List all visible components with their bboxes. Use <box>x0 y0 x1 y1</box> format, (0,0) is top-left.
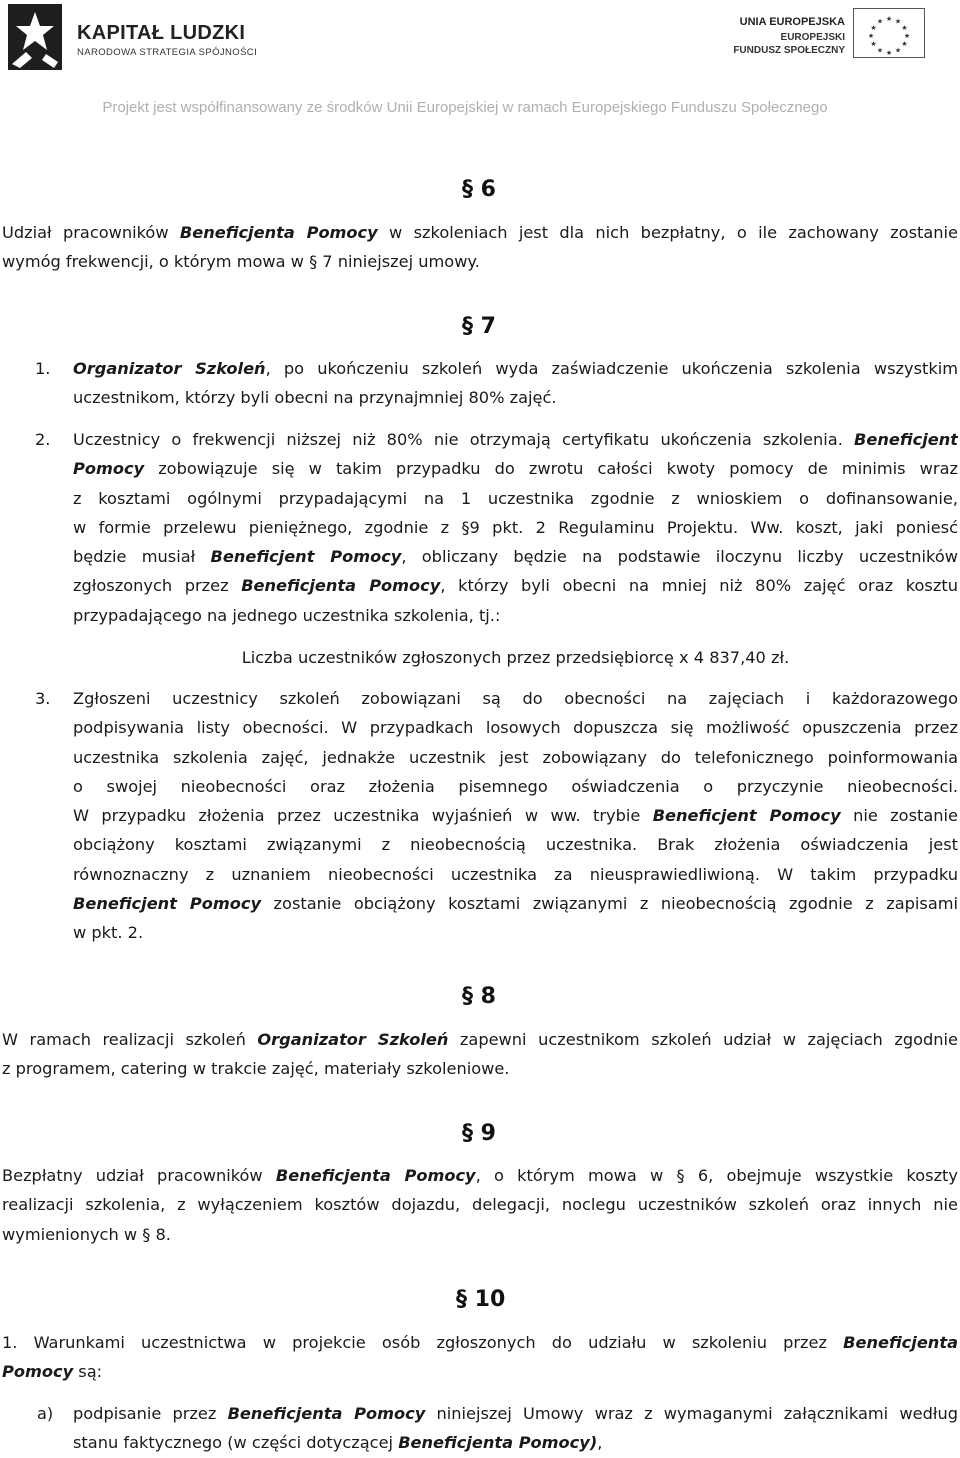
text-line: wymienionych w § 8. <box>2 1224 171 1244</box>
text-line: Bezpłatny udział pracowników Beneficjenta Pomocy, o którym mowa w § 6, obejmuje wszystkie koszty <box>2 1166 958 1185</box>
cofinancing-notice: Projekt jest współfinansowany ze środków Unii Europejskiej w ramach Europejskiego Funduszu Społecznego <box>102 99 828 116</box>
section-7-point-1 <box>73 354 958 413</box>
svg-text:★: ★ <box>870 40 877 48</box>
section-9-heading: § 9 <box>462 1121 496 1146</box>
svg-text:★: ★ <box>876 46 884 55</box>
kapital-ludzki-subtitle: NARODOWA STRATEGIA SPÓJNOŚCI <box>77 47 258 58</box>
text-line: W przypadku złożenia przez uczestnika wyjaśnień w ww. trybie Beneficjent Pomocy nie zostanie <box>73 806 958 826</box>
svg-text:★: ★ <box>876 17 884 26</box>
section-10-heading: § 10 <box>456 1287 506 1312</box>
svg-text:★: ★ <box>867 32 875 40</box>
text-line: obciążony kosztami związanymi z nieobecnością uczestnika. Brak złożenia oświadczenia jest <box>73 835 958 855</box>
section-9-text <box>2 1161 958 1249</box>
text-line: 1. Warunkami uczestnictwa w projekcie osób zgłoszonych do udziału w szkoleniu przez Beneficjenta <box>2 1333 958 1352</box>
text-line: przypadającego na jednego uczestnika szkolenia, tj.: <box>73 605 501 625</box>
text-line: Udział pracowników Beneficjenta Pomocy w szkoleniach jest dla nich bezpłatny, o ile zachowany zostanie <box>2 223 958 242</box>
text-line: z kosztami ogólnymi przypadającymi na 1 uczestnika zgodnie z wnioskiem o dofinansowanie, <box>73 488 958 508</box>
section-10-item-a <box>73 1399 958 1458</box>
svg-text:★: ★ <box>894 17 902 26</box>
text-line: równoznaczny z uznaniem nieobecności uczestnika za nieusprawiedliwioną. W takim przypadku <box>73 864 958 884</box>
text-line: Uczestnicy o frekwencji niższej niż 80% nie otrzymają certyfikatu ukończenia szkolenia. Beneficjent <box>73 430 958 449</box>
svg-text:★: ★ <box>885 15 893 23</box>
svg-text:★: ★ <box>901 40 908 48</box>
section-7-point-2 <box>73 425 958 630</box>
cost-formula: Liczba uczestników zgłoszonych przez przedsiębiorcę x 4 837,40 zł. <box>241 648 790 667</box>
text-line: uczestnika szkolenia zajęć, jednakże uczestnik jest zobowiązany do telefonicznego poinformowania <box>73 747 958 767</box>
text-line: o swojej nieobecności oraz złożenia pisemnego oświadczenia o przyczynie nieobecności. <box>73 776 958 796</box>
svg-text:★: ★ <box>894 46 902 55</box>
list-number: 2. <box>35 430 51 449</box>
text-line: podpisanie przez Beneficjenta Pomocy niniejszej Umowy wraz z wymaganymi załącznikami według <box>73 1404 958 1423</box>
kapital-ludzki-emblem-icon <box>6 2 70 74</box>
text-line: Beneficjent Pomocy zostanie obciążony kosztami związanymi z nieobecnością zgodnie z zapisami <box>73 894 958 914</box>
svg-text:★: ★ <box>885 49 893 57</box>
kapital-ludzki-title: KAPITAŁ LUDZKI <box>77 22 246 44</box>
text-line: z programem, catering w trakcie zajęć, materiały szkoleniowe. <box>2 1059 510 1079</box>
section-10-point-1 <box>2 1328 958 1387</box>
eu-flag-icon <box>853 8 925 58</box>
text-line: będzie musiał Beneficjent Pomocy, obliczany będzie na podstawie iloczynu liczby uczestników <box>73 547 958 567</box>
text-line: uczestnikom, którzy byli obecni na przynajmniej 80% zajęć. <box>73 388 557 408</box>
eu-logo-line1: UNIA EUROPEJSKA <box>739 16 845 28</box>
svg-text:★: ★ <box>870 24 877 32</box>
section-8-heading: § 8 <box>462 984 496 1009</box>
eu-logo-line3: FUNDUSZ SPOŁECZNY <box>733 45 845 56</box>
text-line: stanu faktycznego (w części dotyczącej Beneficjenta Pomocy), <box>73 1433 603 1453</box>
text-line: wymóg frekwencji, o którym mowa w § 7 niniejszej umowy. <box>2 252 480 272</box>
section-7-point-3 <box>73 684 958 948</box>
text-line: realizacji szkolenia, z wyłączeniem kosztów dojazdu, delegacji, noclegu uczestników szkoleń oraz innych nie <box>2 1195 958 1215</box>
eu-logo <box>735 8 925 66</box>
section-6-text <box>2 218 958 277</box>
text-line: Zgłoszeni uczestnicy szkoleń zobowiązani są do obecności na zajęciach i każdorazowego <box>73 689 958 708</box>
eu-logo-line2: EUROPEJSKI <box>780 32 845 43</box>
kapital-ludzki-logo <box>6 2 258 74</box>
list-number: 1. <box>35 359 51 378</box>
text-line: w pkt. 2. <box>73 923 144 943</box>
text-line: Organizator Szkoleń, po ukończeniu szkoleń wyda zaświadczenie ukończenia szkolenia wszystkim <box>73 359 958 378</box>
list-number: 3. <box>35 689 51 708</box>
section-6-heading: § 6 <box>462 177 496 202</box>
text-line: Pomocy są: <box>2 1362 103 1382</box>
text-line: podpisywania listy obecności. W przypadkach losowych dopuszcza się możliwość opuszczenia przez <box>73 718 958 738</box>
text-line: w formie przelewu pieniężnego, zgodnie z §9 pkt. 2 Regulaminu Projektu. Ww. koszt, jaki poniesć <box>73 517 958 537</box>
section-7-heading: § 7 <box>462 314 496 339</box>
svg-text:★: ★ <box>901 24 908 32</box>
svg-text:★: ★ <box>903 32 911 40</box>
section-8-text <box>2 1025 958 1084</box>
list-letter: a) <box>37 1404 54 1423</box>
text-line: Pomocy zobowiązuje się w takim przypadku do zwrotu całości kwoty pomocy de minimis wraz <box>73 459 958 479</box>
text-line: W ramach realizacji szkoleń Organizator Szkoleń zapewni uczestnikom szkoleń udział w zajęciach zgodnie <box>2 1030 958 1049</box>
text-line: zgłoszonych przez Beneficjenta Pomocy, którzy byli obecni na mniej niż 80% zajęć oraz kosztu <box>73 576 958 596</box>
